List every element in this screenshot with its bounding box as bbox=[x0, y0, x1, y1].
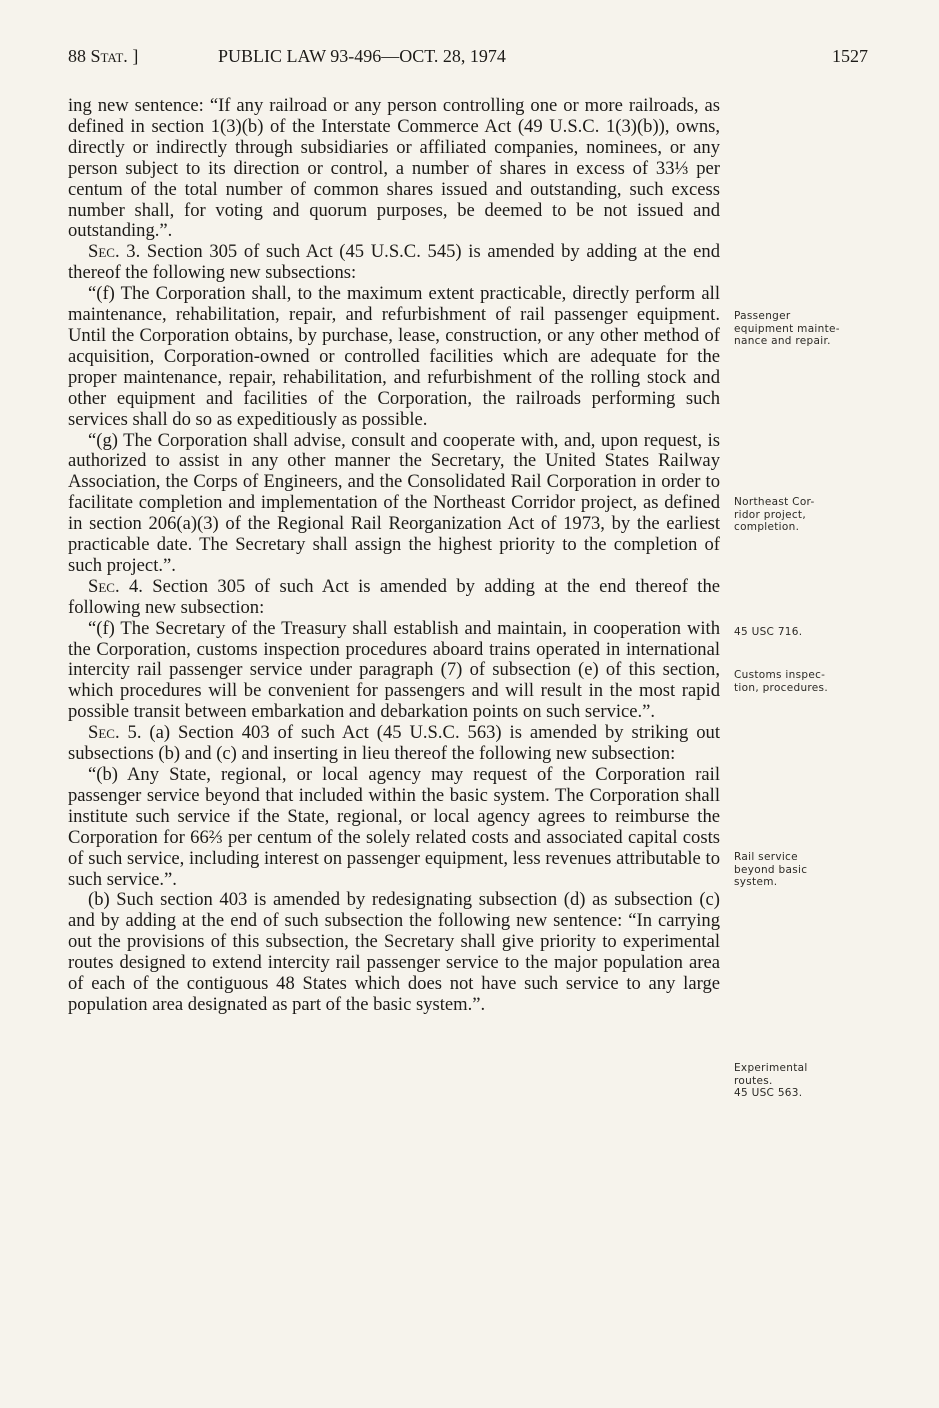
margin-note-line: nance and repair. bbox=[734, 335, 831, 347]
paragraph-sec-5 bbox=[68, 723, 720, 765]
margin-note-line: Rail service bbox=[734, 851, 798, 863]
margin-note-line: system. bbox=[734, 876, 778, 888]
public-law-title: PUBLIC LAW 93-496—OCT. 28, 1974 bbox=[218, 46, 506, 66]
margin-note-customs-inspection bbox=[734, 669, 854, 694]
paragraph-sec-4 bbox=[68, 577, 720, 619]
margin-note-45-usc-716 bbox=[734, 626, 854, 639]
body-text bbox=[68, 96, 720, 1016]
margin-note-line: 45 USC 563. bbox=[734, 1087, 803, 1099]
paragraph-text: 5. (a) Section 403 of such Act (45 U.S.C. 563) is amended by striking out subsections (b) and (c) and inserting in lieu thereof the following new subsection: bbox=[68, 722, 720, 765]
stat-volume: 88 bbox=[68, 46, 91, 66]
margin-note-line: equipment mainte- bbox=[734, 322, 840, 335]
margin-note-passenger-equipment bbox=[734, 310, 854, 348]
paragraph-customs-f: “(f) The Secretary of the Treasury shall establish and maintain, in cooperation with the Corporation, customs inspection procedures aboard trains operated in international intercity rail passenger service under paragraph (7) of subsection (e) of this section, which procedures will be convenient for passengers and will result in the most rapid possible transit between embarkation and debarkation points on such service.”. bbox=[68, 617, 720, 723]
margin-note-line: Experimental bbox=[734, 1062, 808, 1074]
paragraph-continuation: ing new sentence: “If any railroad or any person controlling one or more railroads, as defined in section 1(3)(b) of the Interstate Commerce Act (49 U.S.C. 1(3)(b)), owns, directly or indirectly through subsidiaries or affiliated companies, nominees, or any person subject to its direction or control, a number of shares in excess of 33⅓ per centum of the total number of common shares issued and outstanding, such excess number shall, for voting and quorum purposes, be deemed to be not issued and outstanding.”. bbox=[68, 95, 720, 242]
margin-note-line: Passenger bbox=[734, 310, 791, 322]
margin-note-line: ridor project, bbox=[734, 508, 806, 521]
paragraph-subsection-g: “(g) The Corporation shall advise, consult and cooperate with, and, upon request, is authorized to assist in any other manner the Secretary, the United States Railway Association, the Corps of Engineers, and the Consolidated Rail Corporation in order to facilitate completion and implementation of the Northeast Corridor project, as defined in section 206(a)(3) of the Regional Rail Reorganization Act of 1973, by the earliest practicable date. The Secretary shall assign the highest priority to the completion of such project.”. bbox=[68, 429, 720, 576]
sec-label: Sec. bbox=[88, 241, 120, 263]
margin-note-experimental-routes bbox=[734, 1062, 854, 1100]
margin-note-line: Northeast Cor- bbox=[734, 496, 815, 508]
paragraph-text: 3. Section 305 of such Act (45 U.S.C. 545) is amended by adding at the end thereof the following new subsections: bbox=[68, 241, 720, 284]
paragraph-subsection-b: “(b) Any State, regional, or local agency may request of the Corporation rail passenger service beyond that included within the basic system. The Corporation shall institute such service if the State, regional, or local agency agrees to reimburse the Corporation for 66⅔ per centum of the solely related costs and associated capital costs of such service, including interest on passenger equipment, less revenues attributable to such service.”. bbox=[68, 764, 720, 890]
page-number: 1527 bbox=[832, 46, 868, 66]
paragraph-section-5-b: (b) Such section 403 is amended by redesignating subsection (d) as subsection (c) and by adding at the end of such subsection the following new sentence: “In carrying out the provisions of this subsection, the Secretary shall give priority to experimental routes designed to extend intercity rail passenger service to the major population area of each of the contiguous 48 States which does not have such service to any large population area designated as part of the basic system.”. bbox=[68, 889, 720, 1015]
sec-label: Sec. bbox=[88, 722, 120, 744]
stat-bracket: ] bbox=[127, 46, 139, 66]
margin-note-line: tion, procedures. bbox=[734, 681, 828, 694]
paragraph-text: 4. Section 305 of such Act is amended by adding at the end thereof the following new subsection: bbox=[68, 575, 720, 618]
margin-note-line: completion. bbox=[734, 521, 800, 533]
margin-note-line: Customs inspec- bbox=[734, 669, 826, 681]
margin-note-northeast-corridor bbox=[734, 496, 854, 534]
paragraph-subsection-f: “(f) The Corporation shall, to the maximum extent practicable, directly perform all maintenance, rehabilitation, repair, and refurbishment of rail passenger equipment. Until the Corporation obtains, by purchase, lease, construction, or any other method of acquisition, Corporation-owned or controlled facilities which are adequate for the proper maintenance, repair, rehabilitation, and refurbishment of the rolling stock and other equipment and facilities of the Corporation, the railroads performing such services shall do so as expeditiously as possible. bbox=[68, 283, 720, 430]
running-header bbox=[68, 46, 868, 72]
sec-label: Sec. bbox=[88, 575, 120, 597]
paragraph-sec-3 bbox=[68, 242, 720, 284]
margin-note-line: routes. bbox=[734, 1074, 773, 1087]
stat-word: Stat. bbox=[90, 46, 128, 66]
margin-note-line: 45 USC 716. bbox=[734, 626, 803, 638]
statute-citation bbox=[68, 46, 138, 67]
margin-note-rail-service bbox=[734, 851, 854, 889]
margin-note-line: beyond basic bbox=[734, 863, 808, 876]
